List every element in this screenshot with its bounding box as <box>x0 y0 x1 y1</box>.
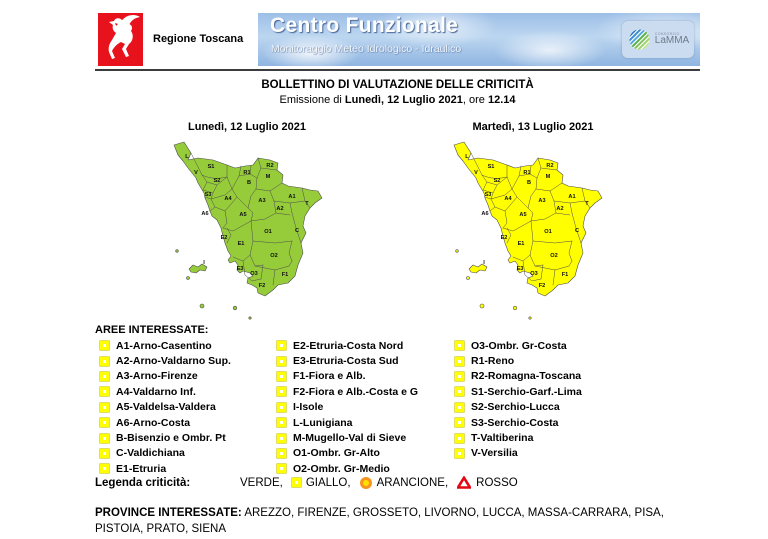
legend-item-label: VERDE, <box>240 476 283 489</box>
area-item <box>455 384 582 399</box>
tuscany-map <box>435 133 625 325</box>
area-label: A2-Arno-Valdarno Sup. <box>116 355 231 368</box>
legend-item <box>292 477 351 489</box>
legend-item-label: ROSSO <box>476 476 518 489</box>
area-bullet-icon <box>277 434 286 443</box>
arancione-circle-icon <box>360 477 372 489</box>
map-region-label: F1 <box>281 272 289 278</box>
area-bullet-icon <box>277 449 286 458</box>
map-region-label: S1 <box>207 164 215 170</box>
lamma-text <box>655 33 689 47</box>
area-label: S2-Serchio-Lucca <box>471 401 560 414</box>
map-region-label: A4 <box>224 196 232 202</box>
area-label: F1-Fiora e Alb. <box>293 370 366 383</box>
regione-toscana-label: Regione Toscana <box>153 33 244 45</box>
emission-time: 12.14 <box>487 94 516 106</box>
area-item <box>455 446 582 461</box>
small-island <box>187 277 190 280</box>
map-region-label: A1 <box>568 194 576 200</box>
area-bullet-icon <box>100 418 109 427</box>
legend-item <box>240 477 283 489</box>
area-bullet-icon <box>100 357 109 366</box>
map-region-label: E3 <box>516 266 524 272</box>
regione-toscana-logo <box>98 13 143 66</box>
area-bullet-icon <box>100 403 109 412</box>
area-bullet-icon <box>277 387 286 396</box>
banner-subtitle: Monitoraggio Meteo Idrologico - Idraulico <box>271 43 462 55</box>
area-label: A5-Valdelsa-Valdera <box>116 401 216 414</box>
map-region-label: O1 <box>264 229 272 235</box>
area-bullet-icon <box>455 357 464 366</box>
lamma-logo <box>622 21 694 58</box>
small-island <box>467 277 470 280</box>
area-column <box>277 338 418 477</box>
area-item <box>277 369 418 384</box>
area-bullet-icon <box>277 357 286 366</box>
header-banner <box>258 13 700 66</box>
map-container <box>155 133 345 325</box>
emission-date: Lunedì, 12 Luglio 2021 <box>344 94 463 106</box>
area-bullet-icon <box>455 403 464 412</box>
area-label: V-Versilia <box>471 447 518 460</box>
area-label: C-Valdichiana <box>116 447 185 460</box>
map-region-label: A4 <box>504 196 512 202</box>
map-region-label: V <box>474 170 478 176</box>
area-bullet-icon <box>455 449 464 458</box>
map-region-label: O3 <box>530 271 538 277</box>
area-bullet-icon <box>277 341 286 350</box>
map-region-label: B <box>246 180 252 186</box>
area-bullet-icon <box>100 434 109 443</box>
area-item <box>455 400 582 415</box>
area-bullet-icon <box>455 387 464 396</box>
area-label: A1-Arno-Casentino <box>116 339 212 352</box>
map-region-label: O1 <box>544 229 552 235</box>
area-bullet-icon <box>455 372 464 381</box>
area-label: T-Valtiberina <box>471 432 534 445</box>
area-item <box>455 338 582 353</box>
area-item <box>277 461 418 476</box>
area-item <box>100 446 231 461</box>
area-label: R2-Romagna-Toscana <box>471 370 582 383</box>
map-region-label: F2 <box>258 283 266 289</box>
area-label: A3-Arno-Firenze <box>116 370 198 383</box>
map-region-label: E2 <box>220 235 228 241</box>
map-region-label: M <box>265 174 271 180</box>
map-region-label: O2 <box>270 253 278 259</box>
map-region-label: A2 <box>556 206 564 212</box>
area-bullet-icon <box>100 372 109 381</box>
area-bullet-icon <box>100 387 109 396</box>
map-region-label: T <box>585 201 589 207</box>
area-label: O2-Ombr. Gr-Medio <box>293 462 390 475</box>
map-region-label: R2 <box>266 163 274 169</box>
map-container <box>435 133 625 325</box>
area-bullet-icon <box>277 418 286 427</box>
emission-line <box>95 94 700 106</box>
map-title-monday: Lunedì, 12 Luglio 2021 <box>188 121 306 133</box>
area-label: O3-Ombr. Gr-Costa <box>471 339 567 352</box>
small-island <box>200 304 204 308</box>
area-label: A6-Arno-Costa <box>116 416 191 429</box>
small-island <box>513 306 517 310</box>
map-region-label: A5 <box>239 212 247 218</box>
area-bullet-icon <box>455 434 464 443</box>
rosso-triangle-icon <box>457 476 471 489</box>
map-region-label: T <box>305 201 309 207</box>
area-item <box>100 369 231 384</box>
area-bullet-icon <box>277 464 286 473</box>
area-item <box>277 400 418 415</box>
area-label: E1-Etruria <box>116 462 167 475</box>
map-region-label: A6 <box>481 211 489 217</box>
map-region-label: R2 <box>546 163 554 169</box>
legend-item <box>457 476 518 489</box>
area-item <box>277 415 418 430</box>
map-region-label: I <box>483 260 485 266</box>
map-region-label: R1 <box>523 170 531 176</box>
area-label: L-Lunigiana <box>293 416 353 429</box>
map-region-label: A1 <box>288 194 296 200</box>
banner-title: Centro Funzionale <box>270 14 459 37</box>
area-label: E2-Etruria-Costa Nord <box>293 339 404 352</box>
area-item <box>277 430 418 445</box>
legend-label: Legenda criticità: <box>95 476 191 489</box>
map-region-label: B <box>526 180 532 186</box>
tuscany-map <box>155 133 345 325</box>
area-bullet-icon <box>277 403 286 412</box>
area-item <box>455 369 582 384</box>
giallo-square-icon <box>292 478 301 487</box>
area-bullet-icon <box>100 449 109 458</box>
map-region-label: F2 <box>538 283 546 289</box>
emission-prefix: Emissione di <box>279 94 345 106</box>
lamma-name-label: LaMMA <box>654 35 690 47</box>
map-region-label: E1 <box>237 241 245 247</box>
area-item <box>100 400 231 415</box>
bulletin-title: BOLLETTINO DI VALUTAZIONE DELLE CRITICITÀ <box>261 79 534 91</box>
area-item <box>277 338 418 353</box>
legend-item-label: ARANCIONE, <box>376 476 449 489</box>
provinces-label: PROVINCE INTERESSATE: <box>95 507 242 519</box>
area-label: M-Mugello-Val di Sieve <box>293 432 407 445</box>
area-item <box>277 446 418 461</box>
map-title-tuesday: Martedì, 13 Luglio 2021 <box>472 121 594 133</box>
map-region-label: V <box>194 170 198 176</box>
area-bullet-icon <box>277 372 286 381</box>
lamma-globe-icon <box>627 26 653 53</box>
small-island <box>480 304 484 308</box>
area-label: O1-Ombr. Gr-Alto <box>293 447 380 460</box>
map-region-label: S2 <box>493 178 501 184</box>
provinces-line <box>95 505 707 537</box>
area-item <box>455 353 582 368</box>
area-bullet-icon <box>455 341 464 350</box>
area-label: R1-Reno <box>471 355 515 368</box>
area-column <box>455 338 582 461</box>
area-label: A4-Valdarno Inf. <box>116 385 196 398</box>
small-island <box>456 250 459 253</box>
area-label: F2-Fiora e Alb.-Costa e G <box>293 385 419 398</box>
map-region-label: A5 <box>519 212 527 218</box>
area-item <box>100 461 231 476</box>
area-item <box>455 430 582 445</box>
area-label: S3-Serchio-Costa <box>471 416 559 429</box>
lamma-consorzio-label: CONSORZIO <box>654 31 680 36</box>
criticality-legend <box>95 476 518 489</box>
area-label: E3-Etruria-Costa Sud <box>293 355 399 368</box>
area-bullet-icon <box>100 341 109 350</box>
map-region-label: A3 <box>258 198 266 204</box>
map-region-label: A6 <box>201 211 209 217</box>
area-item <box>100 430 231 445</box>
map-region-label: L <box>185 154 189 160</box>
map-region-label: S3 <box>484 192 492 198</box>
area-bullet-icon <box>455 418 464 427</box>
map-region-label: E3 <box>236 266 244 272</box>
map-region-label: L <box>465 154 469 160</box>
map-region-label: A2 <box>276 206 284 212</box>
map-region-label: S2 <box>213 178 221 184</box>
small-island <box>176 250 179 253</box>
area-item <box>100 338 231 353</box>
map-region-label: O3 <box>250 271 258 277</box>
map-region-label: O2 <box>550 253 558 259</box>
map-region-label: E2 <box>500 235 508 241</box>
area-bullet-icon <box>100 464 109 473</box>
map-region-label: R1 <box>243 170 251 176</box>
map-region-label: S3 <box>204 192 212 198</box>
area-column <box>100 338 231 477</box>
provinces-list: AREZZO, FIRENZE, GROSSETO, LIVORNO, LUCCA, MASSA-CARRARA, PISA, PISTOIA, PRATO, SIENA <box>95 507 664 535</box>
map-region-label: C <box>574 228 580 234</box>
area-label: S1-Serchio-Garf.-Lima <box>471 385 582 398</box>
legend-items <box>240 476 518 489</box>
area-label: B-Bisenzio e Ombr. Pt <box>116 432 226 445</box>
area-item <box>100 384 231 399</box>
map-region-label: A3 <box>538 198 546 204</box>
map-region-label: I <box>203 260 205 266</box>
areas-heading: AREE INTERESSATE: <box>95 324 209 336</box>
map-region-label: M <box>545 174 551 180</box>
small-island <box>249 317 251 319</box>
pegasus-icon <box>98 13 143 66</box>
area-item <box>100 353 231 368</box>
small-island <box>529 317 531 319</box>
area-item <box>100 415 231 430</box>
map-region-label: C <box>294 228 300 234</box>
area-label: I-Isole <box>293 401 324 414</box>
header-divider <box>95 69 700 71</box>
map-region-label: F1 <box>561 272 569 278</box>
small-island <box>233 306 237 310</box>
area-item <box>455 415 582 430</box>
area-item <box>277 384 418 399</box>
emission-mid: , ore <box>462 94 488 106</box>
area-item <box>277 353 418 368</box>
map-region-label: S1 <box>487 164 495 170</box>
map-region-label: E1 <box>517 241 525 247</box>
legend-item-label: GIALLO, <box>305 476 351 489</box>
legend-item <box>360 477 449 489</box>
